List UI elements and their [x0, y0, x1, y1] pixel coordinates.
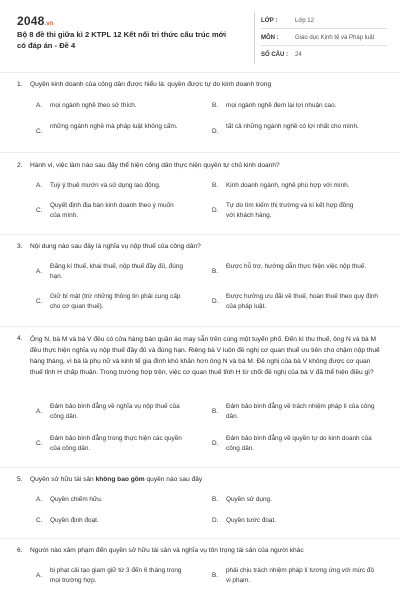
- document-title: Bộ 8 đề thi giữa kì 2 KTPL 12 Kết nối tri thức cấu trúc mới có đáp án - Đề 4: [17, 30, 227, 50]
- question-divider: [0, 234, 400, 235]
- question-divider: [0, 538, 400, 539]
- info-divider: [261, 28, 387, 29]
- document-page: 2048.vn Bộ 8 đề thi giữa kì 2 KTPL 12 Kết nối tri thức cấu trúc mới có đáp án - Đề 4 LỚP : Lớp 12 MÔN : Giáo dục Kinh tế và Pháp luật SỐ CÂU : 24 1. Quyền kinh doanh của công dân được hiểu là: quyền được tự do kinh doanh trong A. mọi ngành nghề theo sở thích. B. mọi ngành nghề đem lại lợi nhuận cao. C. những ngành nghề mà pháp luật không cấm. D. tất cả những ngành nghề có lợi nhất cho mình. 2. Hành vi, việc làm nào sau đây thể hiện công dân thực hiện quyền tự chủ kinh doanh? A. Tuỳ ý thuê mướn và sử dụng lao động. B. Kinh doanh ngành, nghề phù hợp với mình. C. Quyết định địa bàn kinh doanh theo ý muốn của mình. D. Tự do tìm kiếm thị trường và kí kết hợp đồng với khách hàng. 3. Nội dung nào sau đây là nghĩa vụ nộp thuế của công dân? A. Đăng kí thuế, khai thuế, nộp thuế đầy đủ, đúng hạn. B. Được hỗ trợ, hướng dẫn thực hiện việc nộp thuế. C. Giữ bí mật (trừ những thông tin phải cung cấp cho cơ quan thuế). D. Được hưởng ưu đãi về thuế, hoàn thuế theo quy định của pháp luật. 4. Ông N, bà M và bà V đều có cửa hàng bán quần áo may sẵn trên cùng một tuyến phố. Đến kì thu thuế, ông N và bà M đều thực hiện nghĩa vụ nộp thuế đầy đủ và đúng hạn. Riêng bà V luôn đề nghị cơ quan thuế ưu tiên cho chậm nộp thuế hàng tháng, vì bà là phụ nữ và kinh tế gia đình khó khăn hơn ông N và bà M. Đề nghị của bà V không được cơ quan thuế tỉnh H chấp thuận. Trong trường hợp trên, việc cơ quan thuế tỉnh H từ chối đề nghị của bà V đã thể hiện điều gì? A. Đảm bảo bình đẳng về nghĩa vụ nộp thuế của công dân. B. Đảm bảo bình đẳng về trách nhiệm pháp lí của công dân. C. Đảm bảo bình đẳng trong thực hiện các quyền của công dân. D. Đảm bảo bình đẳng về quyền tự do kinh doanh của công dân. 5. Quyền sở hữu tài sản không bao gồm quyền nào sau đây A. Quyền chiếm hữu. B. Quyền sử dụng. C. Quyền định đoạt. D. Quyền tước đoạt. 6. Người nào xâm phạm đến quyền sở hữu tài sản và nghĩa vụ tôn trọng tài sản của người khác A. bị phạt cải tạo giam giữ từ 3 đến 6 tháng trong mọi trường hợp. B. phải chịu trách nhiệm pháp lí tương ứng với mức độ vi phạm.: [0, 0, 400, 600]
- question-divider: [0, 467, 400, 468]
- page-bottom-edge: [0, 594, 400, 600]
- question-divider: [0, 326, 400, 327]
- info-divider: [261, 45, 387, 46]
- header-divider: [254, 12, 255, 64]
- document-header: 2048.vn Bộ 8 đề thi giữa kì 2 KTPL 12 Kết nối tri thức cấu trúc mới có đáp án - Đề 4 LỚP : Lớp 12 MÔN : Giáo dục Kinh tế và Pháp luật SỐ CÂU : 24: [17, 12, 385, 64]
- section-divider: [0, 72, 400, 73]
- question-divider: [0, 152, 400, 153]
- site-logo[interactable]: 2048.vn: [17, 14, 54, 28]
